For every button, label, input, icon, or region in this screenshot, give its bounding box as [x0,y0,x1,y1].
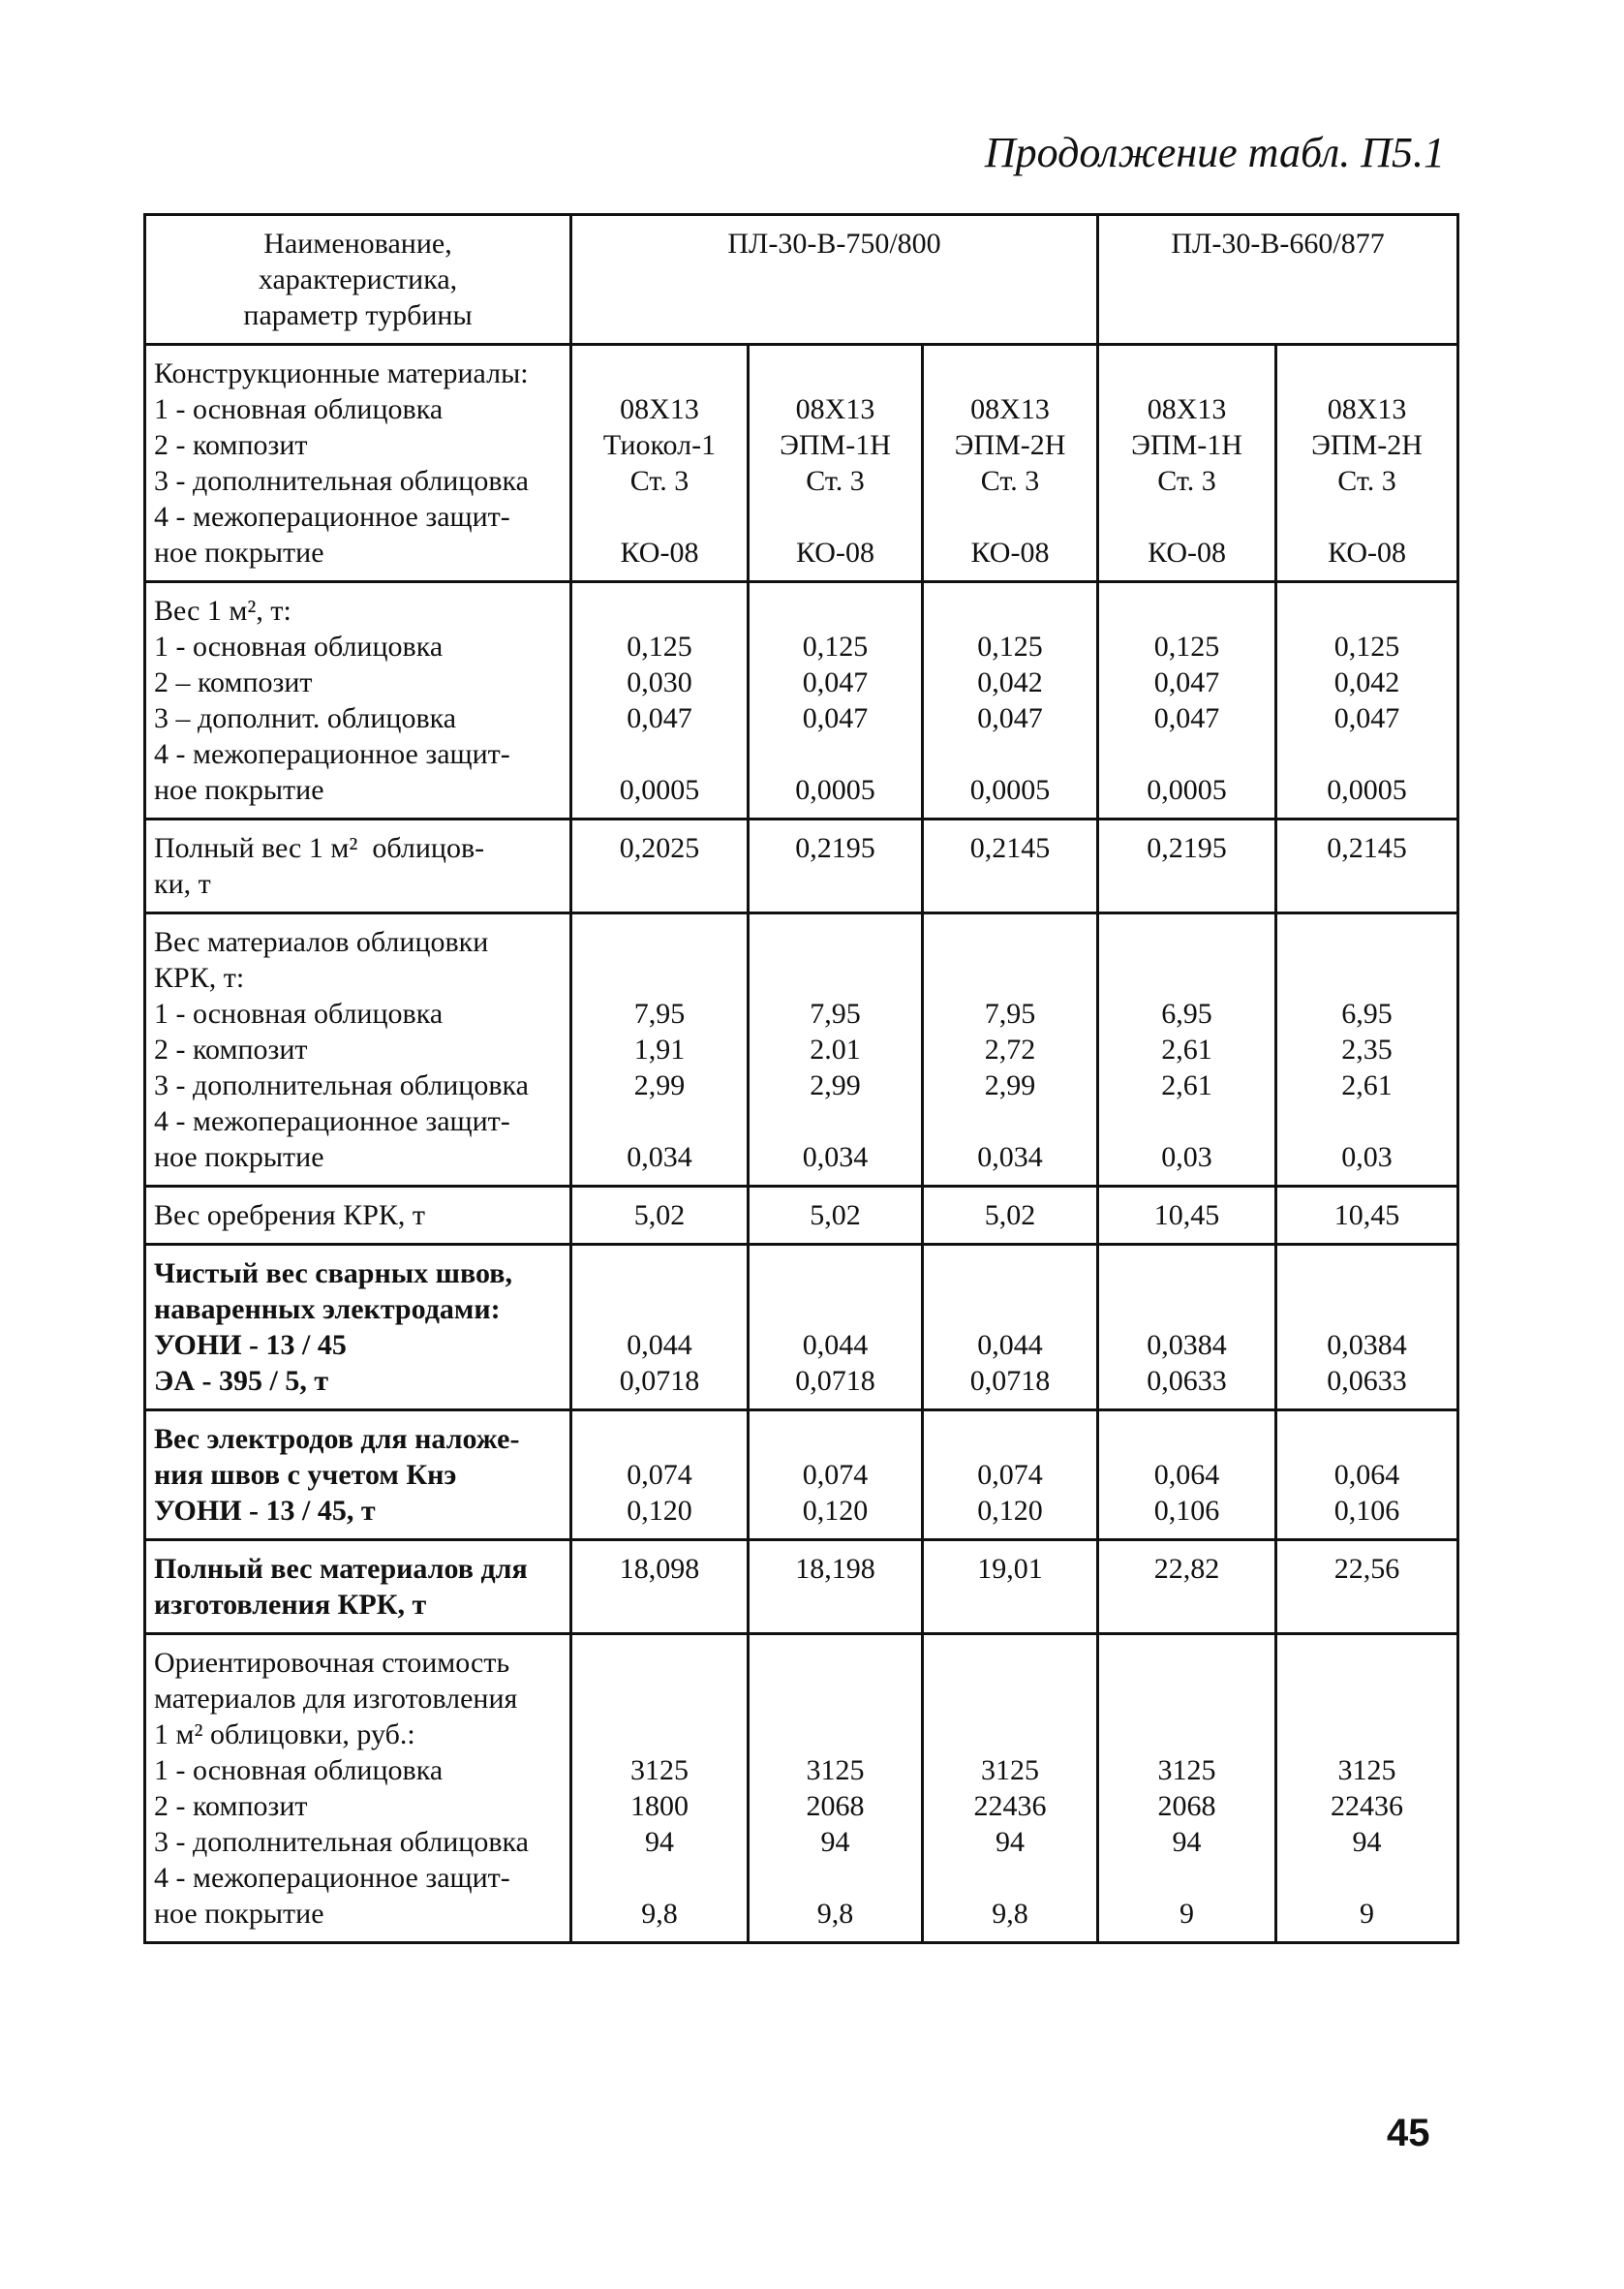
value-line [1107,960,1267,996]
value-line [757,1255,913,1291]
value-line [757,1421,913,1457]
value-line [932,499,1088,535]
value-line: 0,047 [802,666,869,698]
value-line: 0,044 [627,1329,692,1361]
value-line: 08Х13 [1327,393,1407,425]
value-cell [1098,1187,1276,1245]
header-turbine-2: ПЛ-30-В-660/877 [1098,215,1458,345]
param-line: 3 - дополнительная облицовка [154,1069,529,1101]
param-line: Полный вес материалов для [154,1553,528,1585]
value-line: КО-08 [620,537,699,569]
value-cell [1098,1245,1276,1410]
value-line: КО-08 [1328,537,1406,569]
value-line: 2068 [806,1790,865,1822]
value-cell [1098,1410,1276,1540]
param-line: 1 м² облицовки, руб.: [154,1718,415,1750]
value-line: 0,0718 [619,1365,700,1397]
value-line [757,593,913,629]
value-line [1107,1645,1267,1681]
value-line: 0,074 [802,1459,869,1491]
value-line: 2,99 [633,1069,686,1101]
value-line: 08Х13 [970,393,1050,425]
value-line [757,736,913,772]
value-line [757,356,913,391]
value-cell [923,1245,1098,1410]
value-line: Ст. 3 [1157,465,1216,497]
value-cell [1098,913,1276,1187]
value-line [580,356,739,391]
param-cell [145,913,571,1187]
value-line: 9 [1180,1898,1195,1930]
param-line: Вес оребрения КРК, т [154,1199,426,1231]
value-line: 18,098 [619,1553,700,1585]
value-line: Ст. 3 [1337,465,1396,497]
value-line [580,1717,739,1752]
value-line [1107,1103,1267,1139]
param-line: 3 - дополнительная облицовка [154,465,529,497]
value-line [1285,1255,1449,1291]
value-line [1285,1717,1449,1752]
table-row [145,1540,1458,1634]
value-line: 0,2195 [1147,832,1227,864]
value-cell [749,1410,923,1540]
value-line: 94 [996,1826,1026,1858]
value-line [580,1103,739,1139]
value-line: 0,042 [977,666,1043,698]
value-cell [923,582,1098,820]
value-line [932,1421,1088,1457]
value-line [1107,1421,1267,1457]
value-line [757,499,913,535]
value-line [1285,1860,1449,1896]
value-line: 9 [1360,1898,1375,1930]
value-cell [923,820,1098,913]
value-cell [1276,582,1458,820]
param-line: Конструкционные материалы: [154,357,529,389]
value-cell [923,1634,1098,1943]
table-row [145,582,1458,820]
param-line: 4 - межоперационное защит- [154,1105,510,1137]
value-line [932,1717,1088,1752]
value-cell [1098,1540,1276,1634]
value-line: 0,0633 [1147,1365,1227,1397]
value-cell [571,1634,749,1943]
value-cell [749,913,923,1187]
table-row [145,913,1458,1187]
value-cell [749,345,923,582]
value-line: 0,0005 [969,774,1051,806]
value-line [932,960,1088,996]
value-line [932,593,1088,629]
value-line: 22,82 [1153,1553,1220,1585]
value-line: 0,106 [1153,1495,1220,1527]
value-line: 0,042 [1333,666,1400,698]
value-line: 0,03 [1341,1141,1393,1173]
value-line: 0,064 [1153,1459,1220,1491]
value-line [580,1860,739,1896]
value-line: 0,125 [977,631,1043,663]
param-line: 3 - дополнительная облицовка [154,1826,529,1858]
value-line: 22,56 [1333,1553,1400,1585]
param-line: 2 - композит [154,1790,308,1822]
value-line: ЭПМ-1Н [780,429,891,461]
value-line: 9,8 [816,1898,854,1930]
value-line [1285,1645,1449,1681]
param-line: 2 – композит [154,666,313,698]
value-line: 0,03 [1161,1141,1212,1173]
value-cell [1276,345,1458,582]
value-line: КО-08 [1148,537,1226,569]
value-line: 2,72 [984,1034,1036,1066]
value-line: 22436 [973,1790,1047,1822]
param-cell [145,820,571,913]
param-cell [145,1540,571,1634]
value-cell [1098,582,1276,820]
page-number: 45 [1387,2112,1430,2154]
value-line: 0,0718 [795,1365,875,1397]
value-line: 0,2145 [969,832,1051,864]
param-line: 2 - композит [154,429,308,461]
param-line: материалов для изготовления [154,1683,518,1715]
value-line [932,1103,1088,1139]
value-line: 0,120 [977,1495,1043,1527]
value-line: 0,074 [627,1459,692,1491]
param-line: КРК, т: [154,962,245,994]
param-line: УОНИ - 13 / 45 [154,1329,347,1361]
value-line [932,736,1088,772]
value-cell [749,582,923,820]
value-line: 0,030 [627,666,692,698]
value-cell [1276,913,1458,1187]
value-line [580,1681,739,1717]
value-line [1107,499,1267,535]
value-cell [1098,345,1276,582]
value-line [580,593,739,629]
value-line: 7,95 [633,998,686,1030]
value-cell [571,913,749,1187]
param-line: Полный вес 1 м² облицов- [154,832,485,864]
value-cell [1098,1634,1276,1943]
param-line: ное покрытие [154,774,324,806]
value-line: 2,61 [1161,1069,1212,1101]
value-line: 3125 [806,1754,865,1786]
value-line [932,1291,1088,1327]
param-line: 4 - межоперационное защит- [154,501,510,533]
value-line [1285,1681,1449,1717]
value-line [580,499,739,535]
value-line: 0,125 [1333,631,1400,663]
value-line [1107,1291,1267,1327]
value-line [1285,499,1449,535]
value-line: 2,61 [1341,1069,1393,1101]
header-param-cell [145,215,571,345]
value-cell [749,1540,923,1634]
param-line: 2 - композит [154,1034,308,1066]
value-line: ЭПМ-2Н [954,429,1066,461]
value-line [757,924,913,960]
param-line: ЭА - 395 / 5, т [154,1365,329,1397]
value-line: 18,198 [795,1553,875,1585]
value-line [932,356,1088,391]
table-row [145,1245,1458,1410]
value-line [1107,1717,1267,1752]
value-cell [1276,1187,1458,1245]
value-line: Ст. 3 [806,465,865,497]
value-line [757,1681,913,1717]
value-line: 5,02 [810,1199,861,1231]
value-line: 0,034 [627,1141,692,1173]
value-line [932,924,1088,960]
value-line [580,736,739,772]
table-row [145,345,1458,582]
value-cell [749,1187,923,1245]
value-line: 2068 [1157,1790,1216,1822]
value-line: 0,120 [802,1495,869,1527]
param-line: 3 – дополнит. облицовка [154,702,457,734]
value-line [580,1645,739,1681]
value-line: ЭПМ-2Н [1311,429,1423,461]
value-cell [923,913,1098,1187]
value-line [1285,356,1449,391]
value-line: 0,044 [802,1329,869,1361]
value-line: Ст. 3 [629,465,689,497]
value-line: КО-08 [796,537,874,569]
value-line [1285,960,1449,996]
value-line: 1800 [630,1790,689,1822]
value-cell [1276,1540,1458,1634]
value-line: 0,0384 [1147,1329,1227,1361]
param-line: 1 - основная облицовка [154,998,444,1030]
param-line: УОНИ - 13 / 45, т [154,1495,376,1527]
param-line: ное покрытие [154,537,324,569]
value-cell [571,1187,749,1245]
value-cell [923,1187,1098,1245]
table-row [145,1187,1458,1245]
value-line: 0,120 [627,1495,692,1527]
value-line: 0,106 [1333,1495,1400,1527]
value-line: 0,125 [1153,631,1220,663]
value-cell [571,1410,749,1540]
value-line [580,1255,739,1291]
header-param-line: параметр турбины [243,299,473,331]
value-line: 2,61 [1161,1034,1212,1066]
value-line [932,1255,1088,1291]
value-line: 9,8 [992,1898,1028,1930]
value-cell [571,345,749,582]
header-param-line: характеристика, [258,263,458,295]
value-line: 5,02 [633,1199,686,1231]
value-line [580,960,739,996]
param-line: изготовления КРК, т [154,1589,427,1621]
param-cell [145,345,571,582]
value-line: 3125 [630,1754,689,1786]
value-cell [749,820,923,913]
value-cell [571,1540,749,1634]
param-line: ки, т [154,868,211,900]
param-cell [145,1634,571,1943]
param-cell [145,1245,571,1410]
value-line [757,1645,913,1681]
param-line: 1 - основная облицовка [154,393,444,425]
value-cell [749,1245,923,1410]
value-line [1107,736,1267,772]
value-line [1107,924,1267,960]
table-row [145,1634,1458,1943]
param-line: ное покрытие [154,1898,324,1930]
value-line: 94 [820,1826,850,1858]
value-line [1107,1860,1267,1896]
value-line [932,1860,1088,1896]
param-line: Чистый вес сварных швов, [154,1257,512,1289]
value-line [1107,1681,1267,1717]
value-line: 0,125 [627,631,692,663]
param-line: Ориентировочная стоимость [154,1647,510,1679]
value-line: 7,95 [810,998,861,1030]
value-line: Тиокол-1 [602,429,717,461]
value-line: 0,047 [1153,666,1220,698]
param-line: ния швов с учетом Кнэ [154,1459,457,1491]
value-line: 0,2195 [795,832,875,864]
value-line: 0,034 [977,1141,1043,1173]
value-line [757,1860,913,1896]
value-line: 0,0005 [1327,774,1407,806]
value-line: 0,2145 [1327,832,1407,864]
table-row [145,1410,1458,1540]
value-line [580,1291,739,1327]
table-caption: Продолжение табл. П5.1 [984,129,1445,176]
value-line: 2,35 [1341,1034,1393,1066]
param-line: Вес материалов облицовки [154,926,489,958]
value-line: 0,044 [977,1329,1043,1361]
value-cell [571,582,749,820]
value-line: 0,0718 [969,1365,1051,1397]
value-cell [1276,1245,1458,1410]
value-line: 2,99 [810,1069,861,1101]
value-line: 6,95 [1161,998,1212,1030]
value-line: 0,064 [1333,1459,1400,1491]
value-line: 9,8 [641,1898,678,1930]
table-body [145,345,1458,1943]
value-line: 2.01 [810,1034,861,1066]
value-line: 0,0384 [1327,1329,1407,1361]
value-line: 0,125 [802,631,869,663]
value-line: 0,074 [977,1459,1043,1491]
value-cell [1276,820,1458,913]
value-line: 94 [1172,1826,1202,1858]
param-cell [145,1187,571,1245]
param-line: 4 - межоперационное защит- [154,738,510,770]
value-line [1285,593,1449,629]
value-line: 0,047 [1153,702,1220,734]
value-line: 10,45 [1153,1199,1220,1231]
param-line: Вес электродов для наложе- [154,1423,520,1455]
value-line: 08Х13 [795,393,875,425]
value-line: 08Х13 [620,393,699,425]
value-line [757,1103,913,1139]
value-line: ЭПМ-1Н [1131,429,1242,461]
param-line: ное покрытие [154,1141,324,1173]
value-line: 0,0633 [1327,1365,1407,1397]
value-line [1285,736,1449,772]
value-line [580,1421,739,1457]
param-line: 4 - межоперационное защит- [154,1862,510,1894]
value-line [757,1717,913,1752]
value-line: 0,0005 [1147,774,1227,806]
value-line: 0,047 [977,702,1043,734]
value-line: 1,91 [633,1034,686,1066]
value-line: 0,0005 [795,774,875,806]
value-line [1285,1103,1449,1139]
value-line: 7,95 [984,998,1036,1030]
value-line: 0,047 [802,702,869,734]
value-cell [923,1410,1098,1540]
value-line: 94 [645,1826,674,1858]
value-cell [571,1245,749,1410]
value-line: 0,047 [627,702,692,734]
value-line: 08Х13 [1147,393,1227,425]
value-line: 94 [1352,1826,1382,1858]
value-line: 0,047 [1333,702,1400,734]
turbine-spec-table [143,213,1459,1944]
value-line: 0,2025 [619,832,700,864]
value-line [757,1291,913,1327]
value-line [932,1645,1088,1681]
param-line: наваренных электродами: [154,1293,501,1325]
param-line: 1 - основная облицовка [154,631,444,663]
value-cell [1276,1410,1458,1540]
value-line: 3125 [1157,1754,1216,1786]
value-line [1107,356,1267,391]
value-cell [1098,820,1276,913]
value-line: 10,45 [1333,1199,1400,1231]
value-line: 6,95 [1341,998,1393,1030]
value-cell [923,345,1098,582]
value-line: 5,02 [984,1199,1036,1231]
value-line: 3125 [981,1754,1040,1786]
table-header-row [145,215,1458,345]
value-cell [923,1540,1098,1634]
param-cell [145,1410,571,1540]
value-cell [1276,1634,1458,1943]
value-line [1107,1255,1267,1291]
param-line: 1 - основная облицовка [154,1754,444,1786]
value-line [1285,1421,1449,1457]
param-line: Вес 1 м², т: [154,595,291,627]
value-line [1285,1291,1449,1327]
param-cell [145,582,571,820]
value-line: 2,99 [984,1069,1036,1101]
value-line: 19,01 [977,1553,1043,1585]
table-row [145,820,1458,913]
value-line [1285,924,1449,960]
value-line [757,960,913,996]
value-line: 0,0005 [619,774,700,806]
value-line [1107,593,1267,629]
header-param-line: Наименование, [263,228,452,260]
value-line [932,1681,1088,1717]
header-turbine-1: ПЛ-30-В-750/800 [571,215,1098,345]
value-line: 3125 [1337,1754,1396,1786]
value-line [580,924,739,960]
value-line: КО-08 [970,537,1050,569]
value-line: 22436 [1331,1790,1404,1822]
value-cell [749,1634,923,1943]
value-line: Ст. 3 [980,465,1040,497]
value-line: 0,034 [802,1141,869,1173]
value-cell [571,820,749,913]
